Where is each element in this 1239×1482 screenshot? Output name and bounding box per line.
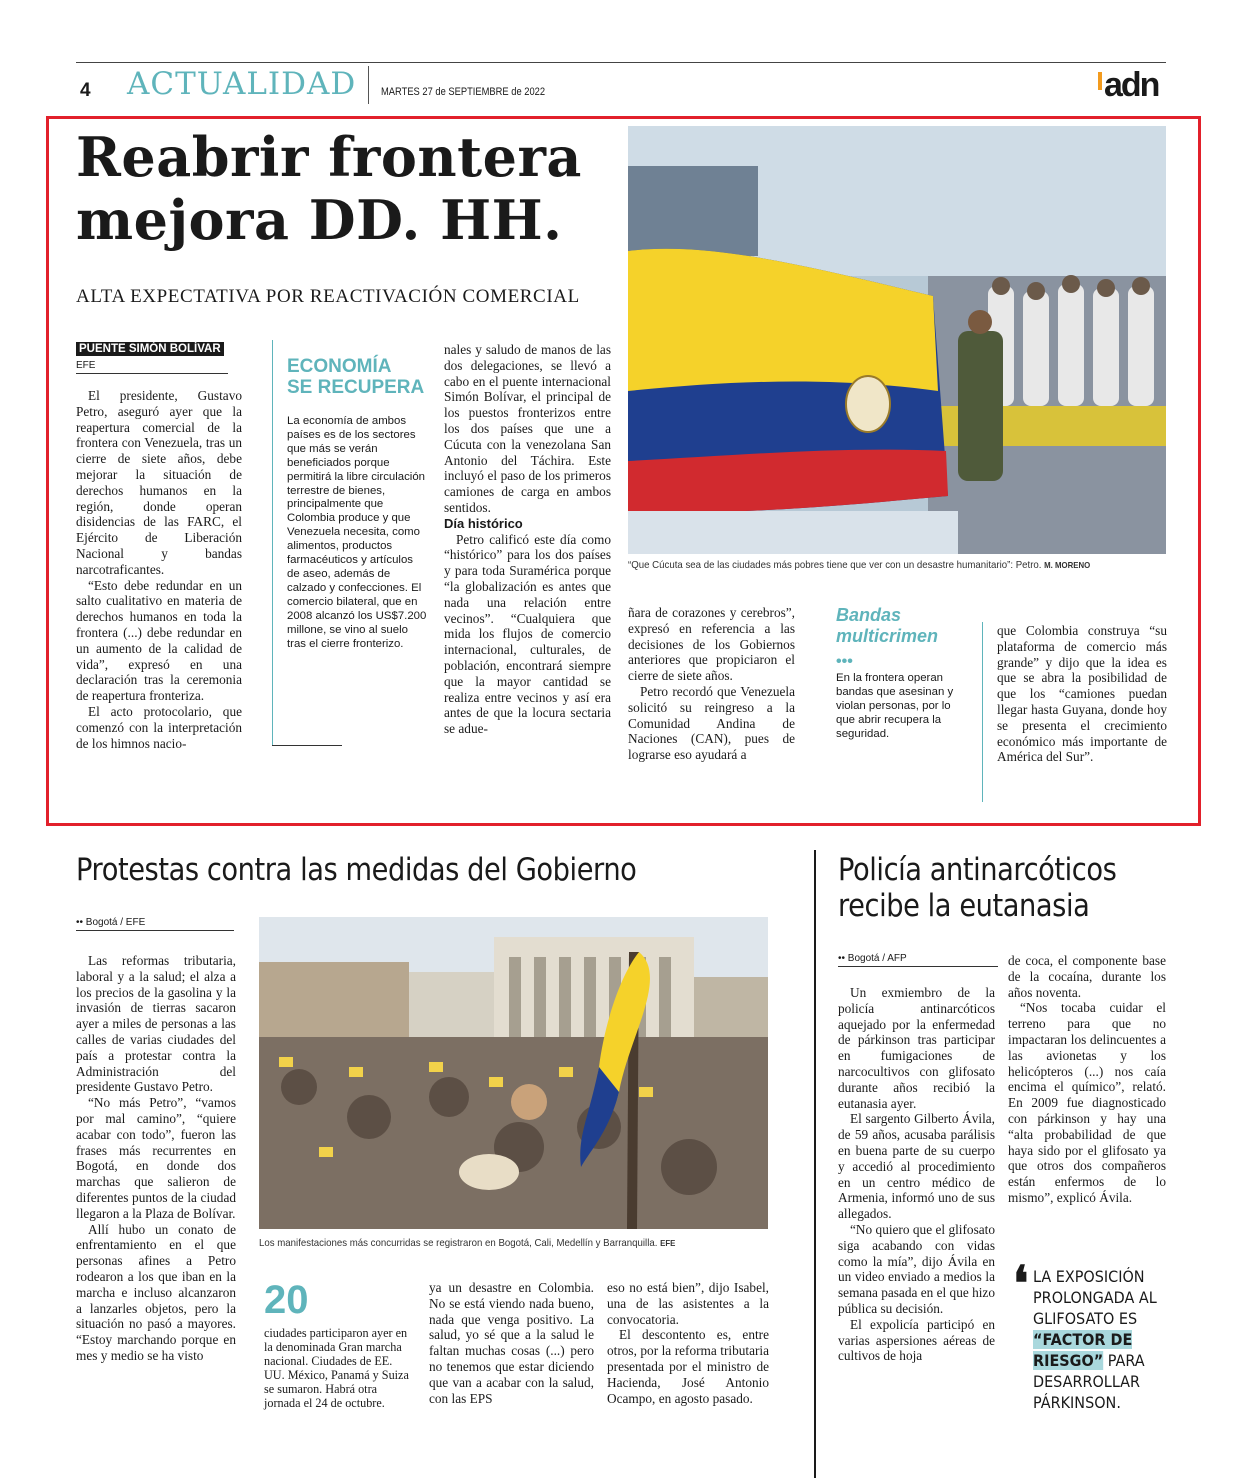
section-title: ACTUALIDAD [127, 66, 357, 102]
bandas-dots-icon: ••• [836, 653, 853, 670]
adn-logo: adn [1098, 66, 1158, 105]
protestas-headline: Protestas contra las medidas del Gobierno [76, 852, 637, 888]
sidebar-rule [272, 340, 273, 745]
stat-text: ciudades participaron ayer en la denominada Gran marcha nacional. Ciudades de EE. UU. México, Panamá y Suiza se sumaron. Habrá otra jornada el 24 de octubre. [264, 1326, 409, 1410]
main-column-4: ñara de corazones y cerebros”, expresó en referencia a las decisiones de los Gobiernos anteriores que propiciaron el cierre de siete años. Petro recordó que Venezuela solicitó su reingreso a la Comunidad Andina de Naciones (CAN), pues de lograrse eso ayudará a [628, 605, 795, 763]
page-number: 4 [80, 80, 91, 101]
sidebar-end-rule [272, 745, 342, 746]
policia-column-2: de coca, el componente base de la cocaína, durante los años noventa. “Nos tocaba cuidar el terreno para que no impactaran los delincuentes a las avionetas y los helicópteros (...) nos caía encima el químico”, relató. En 2009 fue diagnosticado con párkinson y hay una “alta probabilidad de que haya sido por el glifosato ya que otros dos compañeros están enfermos de lo mismo”, explicó Ávila. [1008, 953, 1166, 1205]
bandas-body: En la frontera operan bandas que asesinan y violan personas, por lo que abrir recupera la seguridad. [836, 672, 954, 740]
story-kicker: PUENTE SIMÓN BOLÍVAR [76, 342, 224, 356]
story-credit: EFE [76, 360, 228, 374]
bandas-rule [982, 622, 983, 802]
protest-crowd-photo-icon [259, 917, 768, 1229]
border-ceremony-photo [628, 126, 1166, 554]
bandas-title: Bandas multicrimen [836, 605, 939, 646]
protest-photo-caption: Los manifestaciones más concurridas se registraron en Bogotá, Cali, Medellín y Barranquilla. EFE [259, 1237, 676, 1249]
sidebar-body: La economía de ambos países es de los sectores que más se verán beneficiados porque permitirá la libre circulación terrestre de bienes, principalmente que Colombia produce y que Venezuela necesita, como alimentos, productos farmacéuticos y artículos de aseo, además de calzado y confecciones. El comercio bilateral, que en 2008 alcanzó los US$7.200 millone, se vino al suelo tras el cierre fronterizo. [287, 415, 427, 650]
header-divider [368, 66, 369, 104]
policia-headline: Policía antinarcóticos recibe la eutanasia [838, 852, 1117, 924]
policia-column-1: Un exmiembro de la policía antinarcóticos aquejado por la enfermedad de párkinson tras participar en fumigaciones de narcocultivos con glifosato durante años recibió la eutanasia ayer. El sargento Gilberto Ávila, de 59 años, acusaba parálisis en buena parte de su cuerpo y accedió al procedimiento en un centro médico de Armenia, informó uno de sus allegados. “No quiero que el glifosato siga acabando con vidas como la mía”, dijo Ávila en un video enviado a medios la semana pasada en el que hizo pública su decisión. El expolicía participó en varias aspersiones aéreas de cultivos de hoja [838, 985, 995, 1364]
main-headline: Reabrir frontera mejora DD. HH. [76, 125, 582, 252]
header-rule [76, 62, 1166, 63]
main-column-6: que Colombia construya “su plataforma de comercio más grande” y dijo que la idea es que se abra la posibilidad de que los “camiones puedan llegar hasta Guyana, donde hoy se presenta el crecimiento económico más importante de América del Sur”. [997, 623, 1167, 765]
main-photo-caption: “Que Cúcuta sea de las ciudades más pobres tiene que ver con un desastre humanitario”: Petro. M. MORENO [628, 559, 1091, 571]
column-separator [814, 850, 816, 1478]
logo-accent-icon [1098, 72, 1102, 90]
sidebar-title: ECONOMÍA SE RECUPERA [287, 356, 425, 398]
protestas-column-4: eso no está bien”, dijo Isabel, una de las asistentes a la convocatoria. El descontento es, entre otros, por la reforma tributaria presentada por el ministro de Hacienda, José Antonio Ocampo, en agosto pasado. [607, 1280, 769, 1406]
main-subheadline: ALTA EXPECTATIVA POR REACTIVACIÓN COMERCIAL [76, 286, 580, 307]
pull-quote: LA EXPOSICIÓN PROLONGADA AL GLIFOSATO ES “FACTOR DE RIESGO” PARA DESARROLLAR PÁRKINSON. [1033, 1267, 1157, 1412]
protestas-dateline: •• Bogotá / EFE [76, 917, 234, 931]
main-column-3: nales y saludo de manos de las dos delegaciones, se llevó a cabo en el puente internacional Simón Bolívar, el principal de los puestos fronterizos entre los dos países que une a Cúcuta con la venezolana San Antonio del Táchira. Este incluyó el paso de los primeros camiones de carga en ambos sentidos. Día histórico Petro calificó este día como “histórico” para los dos países y para toda Suramérica porque “la globalización es antes que nada una relación entre vecinos”. “Cualquiera que mida los flujos de comercio internacional, culturales, de población, encontrará siempre que la mayor cantidad se realiza entre vecinos y así era antes de que la locura sectaria se adue- [444, 342, 611, 737]
main-column-1: El presidente, Gustavo Petro, aseguró ayer que la reapertura comercial de la frontera con Venezuela, tras un cierre de siete años, debe mejorar la situación de derechos humanos en la región, donde operan disidencias de las FARC, el Ejército de Liberación Nacional y bandas narcotraficantes. “Esto debe redundar en un salto cualitativo en materia de derechos humanos en toda la frontera (...) debe redundar en un aumento de la calidad de vida”, expresó en una declaración tras la ceremonia de reapertura fronteriza. El acto protocolario, que comenzó con la interpretación de los himnos nacio- [76, 388, 242, 751]
policia-dateline: •• Bogotá / AFP [838, 953, 998, 967]
protestas-column-3: ya un desastre en Colombia. No se está viendo nada bueno, nada que venga positivo. La salud, yo sé que a la salud le faltan muchas cosas (...) pero no tenemos que estar diciendo que van a acabar con la salud, con las EPS [429, 1280, 594, 1406]
quote-mark-icon: ❛ [1013, 1256, 1029, 1312]
issue-date: MARTES 27 de SEPTIEMBRE de 2022 [381, 86, 546, 98]
protest-photo [259, 917, 768, 1229]
flag-photo-icon [628, 126, 1166, 554]
protestas-column-1: Las reformas tributaria, laboral y a la salud; el alza a los precios de la gasolina y la invasión de tierras sacaron ayer a miles de personas a las calles de varias ciudades del país a protestar contra la Administración del presidente Gustavo Petro. “No más Petro”, “vamos por mal camino”, “quiere acabar con todo”, fueron las frases más recurrentes en Bogotá, en donde dos marchas que salieron de diferentes puntos de la ciudad llegaron a la Plaza de Bolívar. Allí hubo un conato de enfrentamiento en el que personas afines a Petro rodearon a los que iban en la marcha e incluso alcanzaron a lanzarles objetos, pero la situación no pasó a mayores. “Estoy marchando porque en mes y medio se ha visto [76, 953, 236, 1363]
stat-number: 20 [264, 1278, 309, 1322]
